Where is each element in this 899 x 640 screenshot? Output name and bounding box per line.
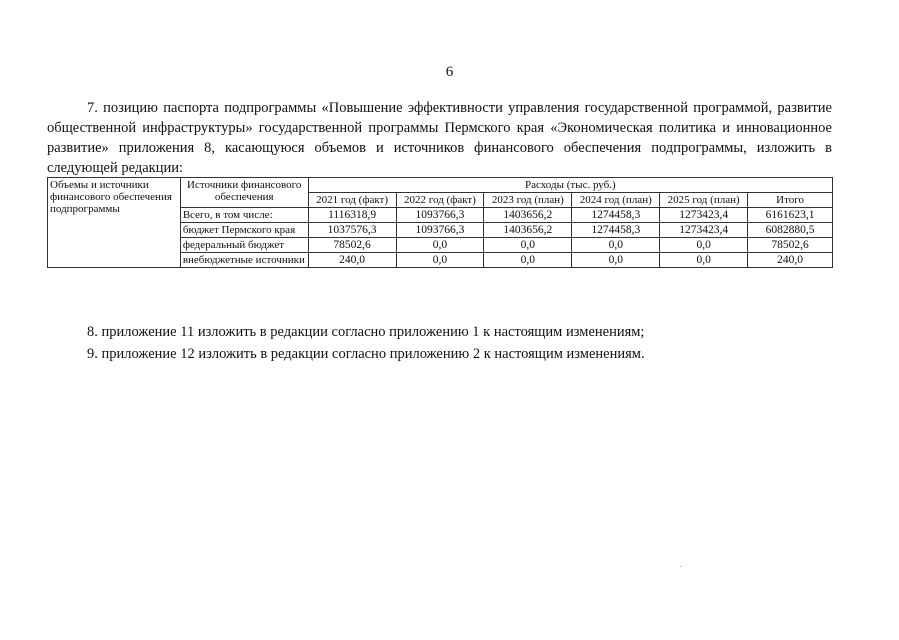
value-cell: 1093766,3: [396, 223, 484, 238]
value-cell: 1093766,3: [396, 208, 484, 223]
value-cell: 240,0: [308, 253, 396, 268]
scan-speck: [680, 566, 681, 567]
value-cell: 78502,6: [308, 238, 396, 253]
paragraph-8: 8. приложение 11 изложить в редакции согласно приложению 1 к настоящим изменениям;: [87, 324, 645, 340]
financing-table: [47, 177, 833, 268]
expenses-header-cell: Расходы (тыс. руб.): [308, 178, 832, 193]
column-header: 2024 год (план): [572, 193, 660, 208]
value-cell: 0,0: [484, 253, 572, 268]
paragraph-9: 9. приложение 12 изложить в редакции согласно приложению 2 к настоящим изменениям.: [87, 346, 645, 362]
value-cell: 0,0: [396, 238, 484, 253]
value-cell: 0,0: [660, 238, 748, 253]
row-label: внебюджетные источники: [180, 253, 308, 268]
value-cell: 1273423,4: [660, 223, 748, 238]
paragraph-7: 7. позицию паспорта подпрограммы «Повышение эффективности управления государственной программой, развитие общественной инфраструктуры» государственной программы Пермского края «Экономическая политика и инновационное развитие» приложения 8, касающуюся объемов и источников финансового обеспечения подпрограммы, изложить в следующей редакции:: [47, 100, 832, 176]
value-cell: 0,0: [572, 238, 660, 253]
value-cell: 1403656,2: [484, 208, 572, 223]
value-cell: 78502,6: [748, 238, 833, 253]
sources-header-cell: Источники финансового обеспечения: [180, 178, 308, 208]
row-label: Всего, в том числе:: [180, 208, 308, 223]
page-number: 6: [445, 64, 454, 80]
column-header: 2025 год (план): [660, 193, 748, 208]
value-cell: 0,0: [396, 253, 484, 268]
value-cell: 1274458,3: [572, 208, 660, 223]
value-cell: 1116318,9: [308, 208, 396, 223]
column-header: 2021 год (факт): [308, 193, 396, 208]
value-cell: 1037576,3: [308, 223, 396, 238]
value-cell: 0,0: [572, 253, 660, 268]
column-header: Итого: [748, 193, 833, 208]
value-cell: 6161623,1: [748, 208, 833, 223]
row-label: федеральный бюджет: [180, 238, 308, 253]
value-cell: 0,0: [660, 253, 748, 268]
value-cell: 1273423,4: [660, 208, 748, 223]
value-cell: 240,0: [748, 253, 833, 268]
value-cell: 6082880,5: [748, 223, 833, 238]
row-header-cell: Объемы и источники финансового обеспечения подпрограммы: [48, 178, 181, 268]
row-label: бюджет Пермского края: [180, 223, 308, 238]
value-cell: 0,0: [484, 238, 572, 253]
value-cell: 1403656,2: [484, 223, 572, 238]
value-cell: 1274458,3: [572, 223, 660, 238]
column-header: 2022 год (факт): [396, 193, 484, 208]
column-header: 2023 год (план): [484, 193, 572, 208]
